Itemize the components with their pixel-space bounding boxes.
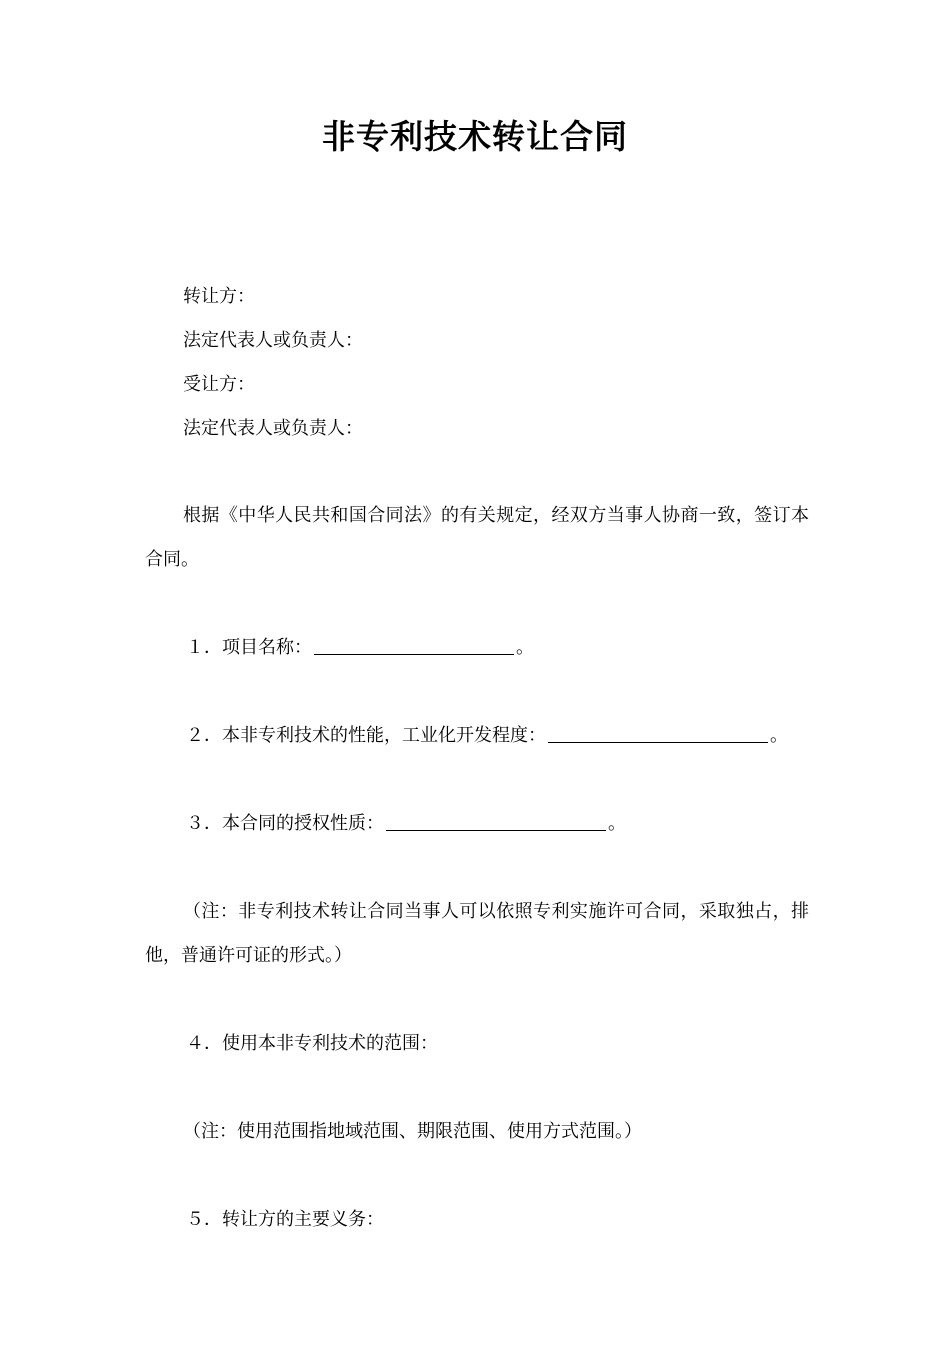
clause-1-number: １． [186, 637, 222, 658]
clause-2-number: ２． [186, 725, 222, 746]
document-title: 非专利技术转让合同 [322, 117, 628, 156]
clause-3 [186, 810, 626, 838]
clause-5-text: 转让方的主要义务： [222, 1209, 384, 1230]
clause-4 [186, 1030, 438, 1058]
clause-2-suffix: 。 [770, 725, 788, 746]
clause-3-number: ３． [186, 813, 222, 834]
clause-5-number: ５． [186, 1209, 222, 1230]
clause-4-text: 使用本非专利技术的范围： [222, 1033, 438, 1054]
clause-3-suffix: 。 [608, 813, 626, 834]
clause-5 [186, 1206, 384, 1234]
clause-3-text: 本合同的授权性质： [222, 813, 384, 834]
clause-2-text: 本非专利技术的性能，工业化开发程度： [222, 725, 546, 746]
clause-1 [186, 634, 534, 662]
clause-2-blank-line [548, 722, 768, 743]
clause-2 [186, 722, 788, 750]
clause-4-number: ４． [186, 1033, 222, 1054]
transferor-label: 转让方： [183, 286, 255, 307]
note-licensing-form: （注：非专利技术转让合同当事人可以依照专利实施许可合同，采取独占，排他，普通许可证的形式。） [145, 901, 809, 966]
preamble-paragraph: 根据《中华人民共和国合同法》的有关规定，经双方当事人协商一致，签订本合同。 [145, 505, 809, 570]
transferee-label: 受让方： [183, 374, 255, 395]
clause-1-text: 项目名称： [222, 637, 312, 658]
clause-3-blank-line [386, 810, 606, 831]
note-usage-scope: （注：使用范围指地域范围、期限范围、使用方式范围。） [183, 1121, 642, 1142]
transferor-representative-label: 法定代表人或负责人： [183, 330, 363, 351]
transferee-representative-label: 法定代表人或负责人： [183, 418, 363, 439]
clause-1-suffix: 。 [516, 637, 534, 658]
clause-1-blank-line [314, 634, 514, 655]
